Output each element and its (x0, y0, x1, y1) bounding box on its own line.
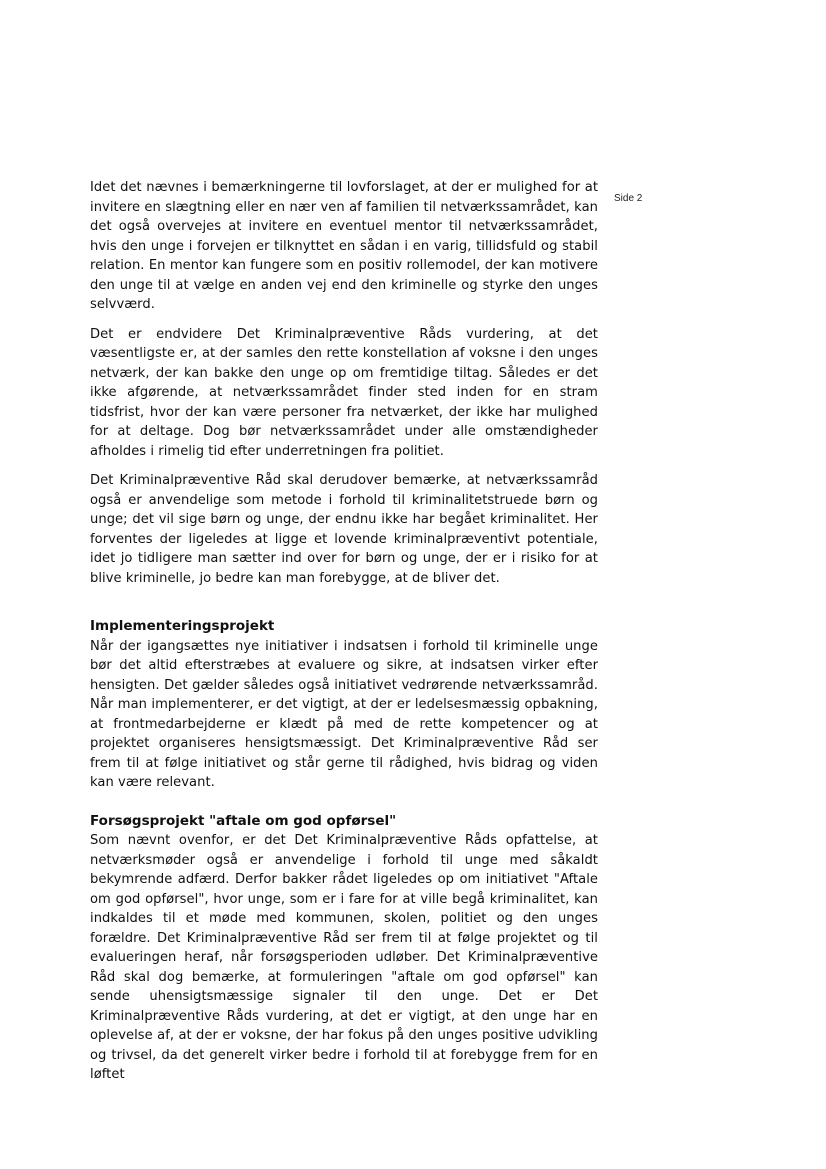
section-heading-implementation: Implementeringsprojekt (90, 618, 275, 634)
section-heading-good-conduct: Forsøgsprojekt "aftale om god opførsel" (90, 812, 397, 829)
letter-body (90, 178, 598, 1085)
section-spacer (90, 793, 598, 812)
section-text-implementation: Når der igangsættes nye initiativer i indsatsen i forhold til kriminelle unge bør det altid efterstræbes at evaluere og sikre, at indsatsen virker efter hensigten. Det gælder således også initiativet vedrørende netværkssamråd. Når man implementerer, er det vigtigt, at der er ledelsesmæssig opbakning, at frontmedarbejderne er klædt på med de rette kompetencer og at projektet organiseres hensigtsmæssigt. Det Kriminalpræventive Råd ser frem til at følge initiativet og står gerne til rådighed, hvis bidrag og viden kan være relevant. (90, 638, 598, 790)
paragraph-mentor: Idet det nævnes i bemærkningerne til lovforslaget, at der er mulighed for at invitere en slægtning eller en nær ven af familien til netværkssamrådet, kan det også overvejes at invitere en eventuel mentor til netværkssamrådet, hvis den unge i forvejen er tilknyttet en sådan i en varig, tillidsfuld og stabil relation. En mentor kan fungere som en positiv rollemodel, der kan motivere den unge til at vælge en anden vej end den kriminelle og styrke den unges selvværd. (90, 180, 598, 312)
paragraph-at-risk-youth: Det Kriminalpræventive Råd skal derudover bemærke, at netværkssamråd også er anvendelige som metode i forhold til kriminalitetstruede børn og unge; det vil sige børn og unge, der endnu ikke har begået kriminalitet. Her forventes der ligeledes at ligge et lovende kriminalpræventivt potentiale, idet jo tidligere man sætter ind over for børn og unge, der er i risiko for at blive kriminelle, jo bedre kan man forebygge, at de bliver det. (90, 473, 598, 586)
paragraph-network-constellation: Det er endvidere Det Kriminalpræventive Råds vurdering, at det væsentligste er, at der samles den rette konstellation af voksne i den unges netværk, der kan bakke den unge op om fremtidige tiltag. Således er det ikke afgørende, at netværkssamrådet finder sted inden for en stram tidsfrist, hvor der kan være personer fra netværket, der ikke har mulighed for at deltage. Dog bør netværkssamrådet under alle omstændigheder afholdes i rimelig tid efter underretningen fra politiet. (90, 326, 598, 459)
section-text-good-conduct: Som nævnt ovenfor, er det Det Kriminalpræventive Råds opfattelse, at netværksmøder også er anvendelige i forhold til unge med såkaldt bekymrende adfærd. Derfor bakker rådet ligeledes op om initiativet "Aftale om god opførsel", hvor unge, som er i fare for at ville begå kriminalitet, kan indkaldes til et møde med kommunen, skolen, politiet og den unges forældre. Det Kriminalpræventive Råd ser frem til at følge projektet og til evalueringen heraf, når forsøgsperioden udløber. Det Kriminalpræventive Råd skal dog bemærke, at formuleringen "aftale om god opførsel" kan sende uhensigtsmæssige signaler til den unge. Det er Det Kriminalpræventive Råds vurdering, at det er vigtigt, at den unge har en oplevelse af, at der er voksne, der har fokus på den unges positive udvikling og trivsel, da det generelt virker bedre i forhold til at forebygge frem for en løftet (90, 833, 598, 1082)
section-spacer (90, 598, 598, 617)
page-number: Side 2 (614, 193, 643, 204)
